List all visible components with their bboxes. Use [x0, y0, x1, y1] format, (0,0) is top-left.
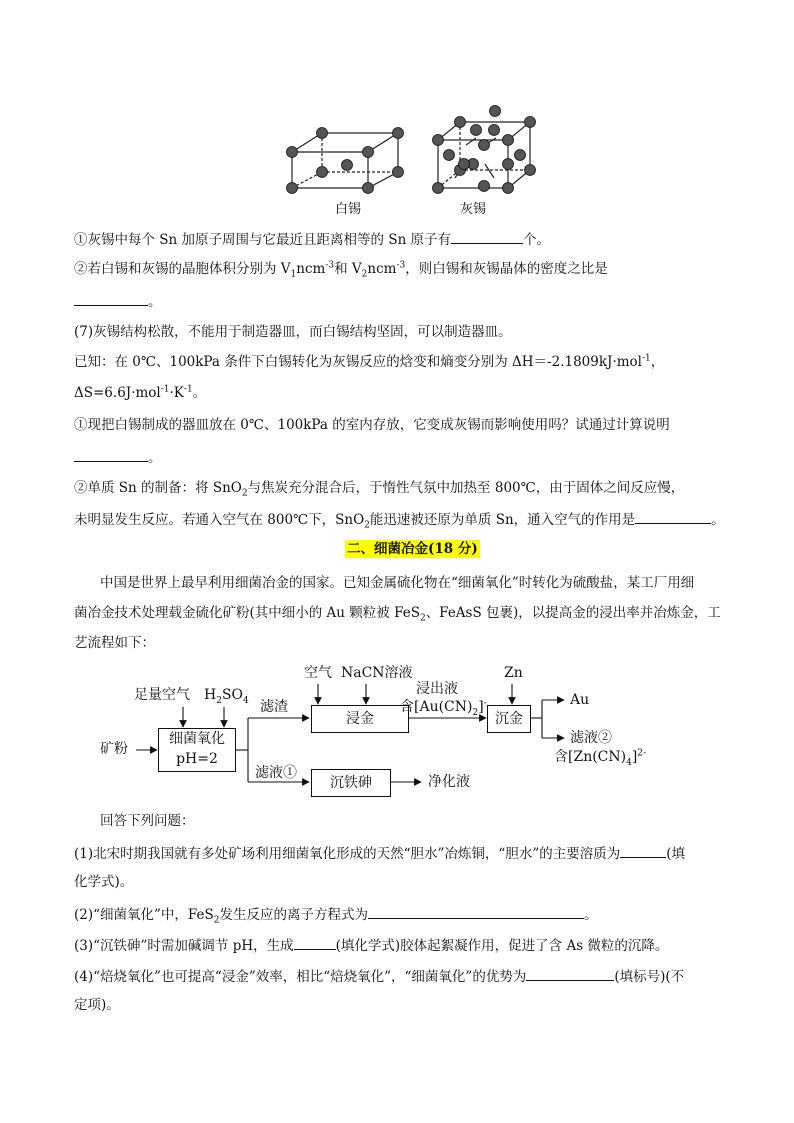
flow-residue-label: 滤渣 — [260, 699, 288, 715]
flow-air-label: 空气 — [304, 665, 332, 681]
flow-filtrate1-label: 滤液① — [255, 765, 297, 781]
flow-filtrate2-sub: 4 — [626, 757, 632, 768]
q2-text-b: 发生反应的离子方程式为 — [219, 907, 369, 923]
q4-text-a: (4)“焙烧氧化”也可提高“浸金”效率，相比“焙烧氧化”，“细菌氧化”的优势为 — [74, 969, 527, 985]
flow-h2so4-sub1: 2 — [216, 695, 222, 706]
q7-intro: (7)灰锡结构松散，不能用于制造器皿，而白锡结构坚固，可以制造器皿。 — [74, 324, 512, 340]
q7-sub2-line2-text-a: 未明显发生反应。若通入空气在 800℃下，SnO — [74, 512, 365, 528]
q2-line — [74, 904, 598, 924]
q7-sub2-line2-text-b: 能迅速被还原为单质 Sn，通入空气的作用是 — [369, 512, 636, 528]
flow-box-oxidation-line1: 细菌氧化 — [169, 731, 225, 747]
q7-entropy-sup2: -1 — [183, 384, 193, 395]
q7-sub2-line2-end: 。 — [711, 512, 725, 528]
section2-intro-line1: 中国是世界上最早利用细菌冶金的国家。已知金属硫化物在“细菌氧化”时转化为硫酸盐，某工厂用细 — [100, 575, 695, 591]
answer-blank[interactable] — [294, 935, 336, 950]
q6-sub2-text-a: ②若白锡和灰锡的晶胞体积分别为 V — [74, 261, 291, 277]
flow-zn-label: Zn — [504, 665, 523, 681]
q4-text-b: (填标号)(不 — [614, 969, 685, 985]
section2-intro-line2-b: 、FeAsS 包裹)，以提高金的浸出率并冶炼金，工 — [425, 605, 721, 621]
q1-line2: 化学式)。 — [74, 874, 134, 890]
q6-sub1-end: 个。 — [523, 232, 551, 248]
answer-prompt: 回答下列问题： — [100, 813, 195, 829]
flow-au-label: Au — [570, 692, 590, 708]
q6-sub2-text-c: 和 V — [334, 261, 362, 277]
flow-leach-out-a: 含[Au(CN) — [400, 699, 473, 715]
q7-entropy-sup1: -1 — [160, 384, 170, 395]
q6-sub2-sub1: 1 — [290, 269, 297, 280]
q7-sub2-sub: 2 — [241, 488, 248, 499]
q3-text-b: (填化学式)胶体起絮凝作用，促进了含 As 微粒的沉降。 — [335, 938, 669, 954]
q4-line1 — [74, 966, 684, 986]
flow-leach-out-line2 — [400, 698, 487, 716]
q1-text: (1)北宋时期我国就有多处矿场利用细菌氧化形成的天然“胆水”冶炼铜，“胆水”的主要溶质为 — [74, 846, 621, 862]
flow-h2so4-a: H — [204, 687, 217, 703]
flow-box-gold: 沉金 — [487, 705, 531, 733]
flow-h2so4-b: SO — [221, 687, 244, 703]
q2-sub: 2 — [213, 915, 220, 926]
q7-known-sup: -1 — [642, 353, 651, 364]
flow-box-leach: 浸金 — [311, 705, 409, 733]
section-title: 二、细菌冶金(18 分) — [347, 541, 478, 557]
flow-filtrate2-a: 含[Zn(CN) — [554, 749, 627, 765]
section2-intro-line2-a: 菌冶金技术处理载金硫化矿粉(其中细小的 Au 颗粒被 FeS — [74, 605, 420, 621]
q6-sub2-sup2: -3 — [396, 260, 406, 271]
section2-intro-line2-sub: 2 — [419, 613, 426, 624]
flow-leach-out-line1: 浸出液 — [416, 681, 458, 697]
white-tin-caption: 白锡 — [335, 202, 362, 217]
q6-sub2-text-d: ncm — [367, 261, 397, 277]
q6-sub1-text: ①灰锡中每个 Sn 加原子周围与它最近且距离相等的 Sn 原子有 — [74, 232, 452, 248]
flow-air-excess-label: 足量空气 — [134, 687, 190, 703]
flow-filtrate2-line2 — [554, 748, 646, 766]
q7-entropy-text-b: ·K — [169, 385, 184, 401]
q7-known-text: 已知：在 0℃、100kPa 条件下白锡转化为灰锡反应的焓变和熵变分别为 ΔH＝-2.1809kJ·mol — [74, 354, 642, 370]
flow-box-oxidation-line2: pH=2 — [176, 751, 218, 767]
q6-sub2-end: 。 — [148, 294, 162, 310]
flow-leach-out-sub: 2 — [472, 707, 479, 718]
q7-known-end: ， — [650, 354, 665, 370]
flow-filtrate2-b: ] — [631, 749, 638, 765]
flow-nacn-label: NaCN溶液 — [341, 665, 413, 681]
answer-blank[interactable] — [368, 904, 584, 919]
flow-box-bacterial-oxidation — [158, 728, 236, 772]
q6-sub2-sub2: 2 — [361, 269, 368, 280]
flow-ore-label: 矿粉 — [100, 741, 128, 757]
flow-purified-label: 净化液 — [428, 774, 470, 790]
gray-tin-caption: 灰锡 — [460, 202, 487, 217]
flow-leach-out-b: ] — [478, 699, 484, 715]
q7-sub2-line2-sub: 2 — [364, 520, 370, 531]
q2-text-a: (2)“细菌氧化”中，FeS — [74, 907, 214, 923]
flow-box-arsenic: 沉铁砷 — [311, 769, 391, 797]
answer-blank[interactable] — [620, 843, 666, 858]
flow-leach-out-sup: - — [483, 698, 487, 709]
q2-end: 。 — [584, 907, 598, 923]
flow-h2so4-label — [204, 686, 249, 704]
q6-sub2-sup1: -3 — [325, 260, 335, 271]
q6-sub2-text-e: ，则白锡和灰锡晶体的密度之比是 — [405, 261, 608, 277]
q7-sub2-text-a: ②单质 Sn 的制备：将 SnO — [74, 480, 242, 496]
q6-sub2-text-b: ncm — [296, 261, 326, 277]
q7-entropy-text-a: ΔS=6.6J·mol — [74, 385, 161, 401]
q7-sub1: ①现把白锡制成的器皿放在 0℃、100kPa 的室内存放，它变成灰锡而影响使用吗？试通过计算说明 — [74, 417, 670, 433]
q3-line — [74, 935, 668, 955]
section2-intro-line3: 艺流程如下： — [74, 635, 155, 651]
q7-sub1-end: 。 — [148, 450, 162, 466]
flow-filtrate2-sup: 2- — [637, 748, 647, 759]
q1-line1 — [74, 843, 685, 863]
q3-text-a: (3)“沉铁砷”时需加碱调节 pH，生成 — [74, 938, 294, 954]
flow-filtrate2-label: 滤液② — [570, 730, 612, 746]
q1-text-end: (填 — [666, 846, 686, 862]
flow-h2so4-sub2: 4 — [243, 695, 249, 706]
answer-blank[interactable] — [526, 966, 614, 981]
q7-entropy-end: 。 — [192, 385, 207, 401]
q4-line2: 定项)。 — [74, 997, 120, 1013]
q7-sub2-text-b: 与焦炭充分混合后，于惰性气氛中加热至 800℃，由于固体之间反应慢， — [247, 480, 685, 496]
